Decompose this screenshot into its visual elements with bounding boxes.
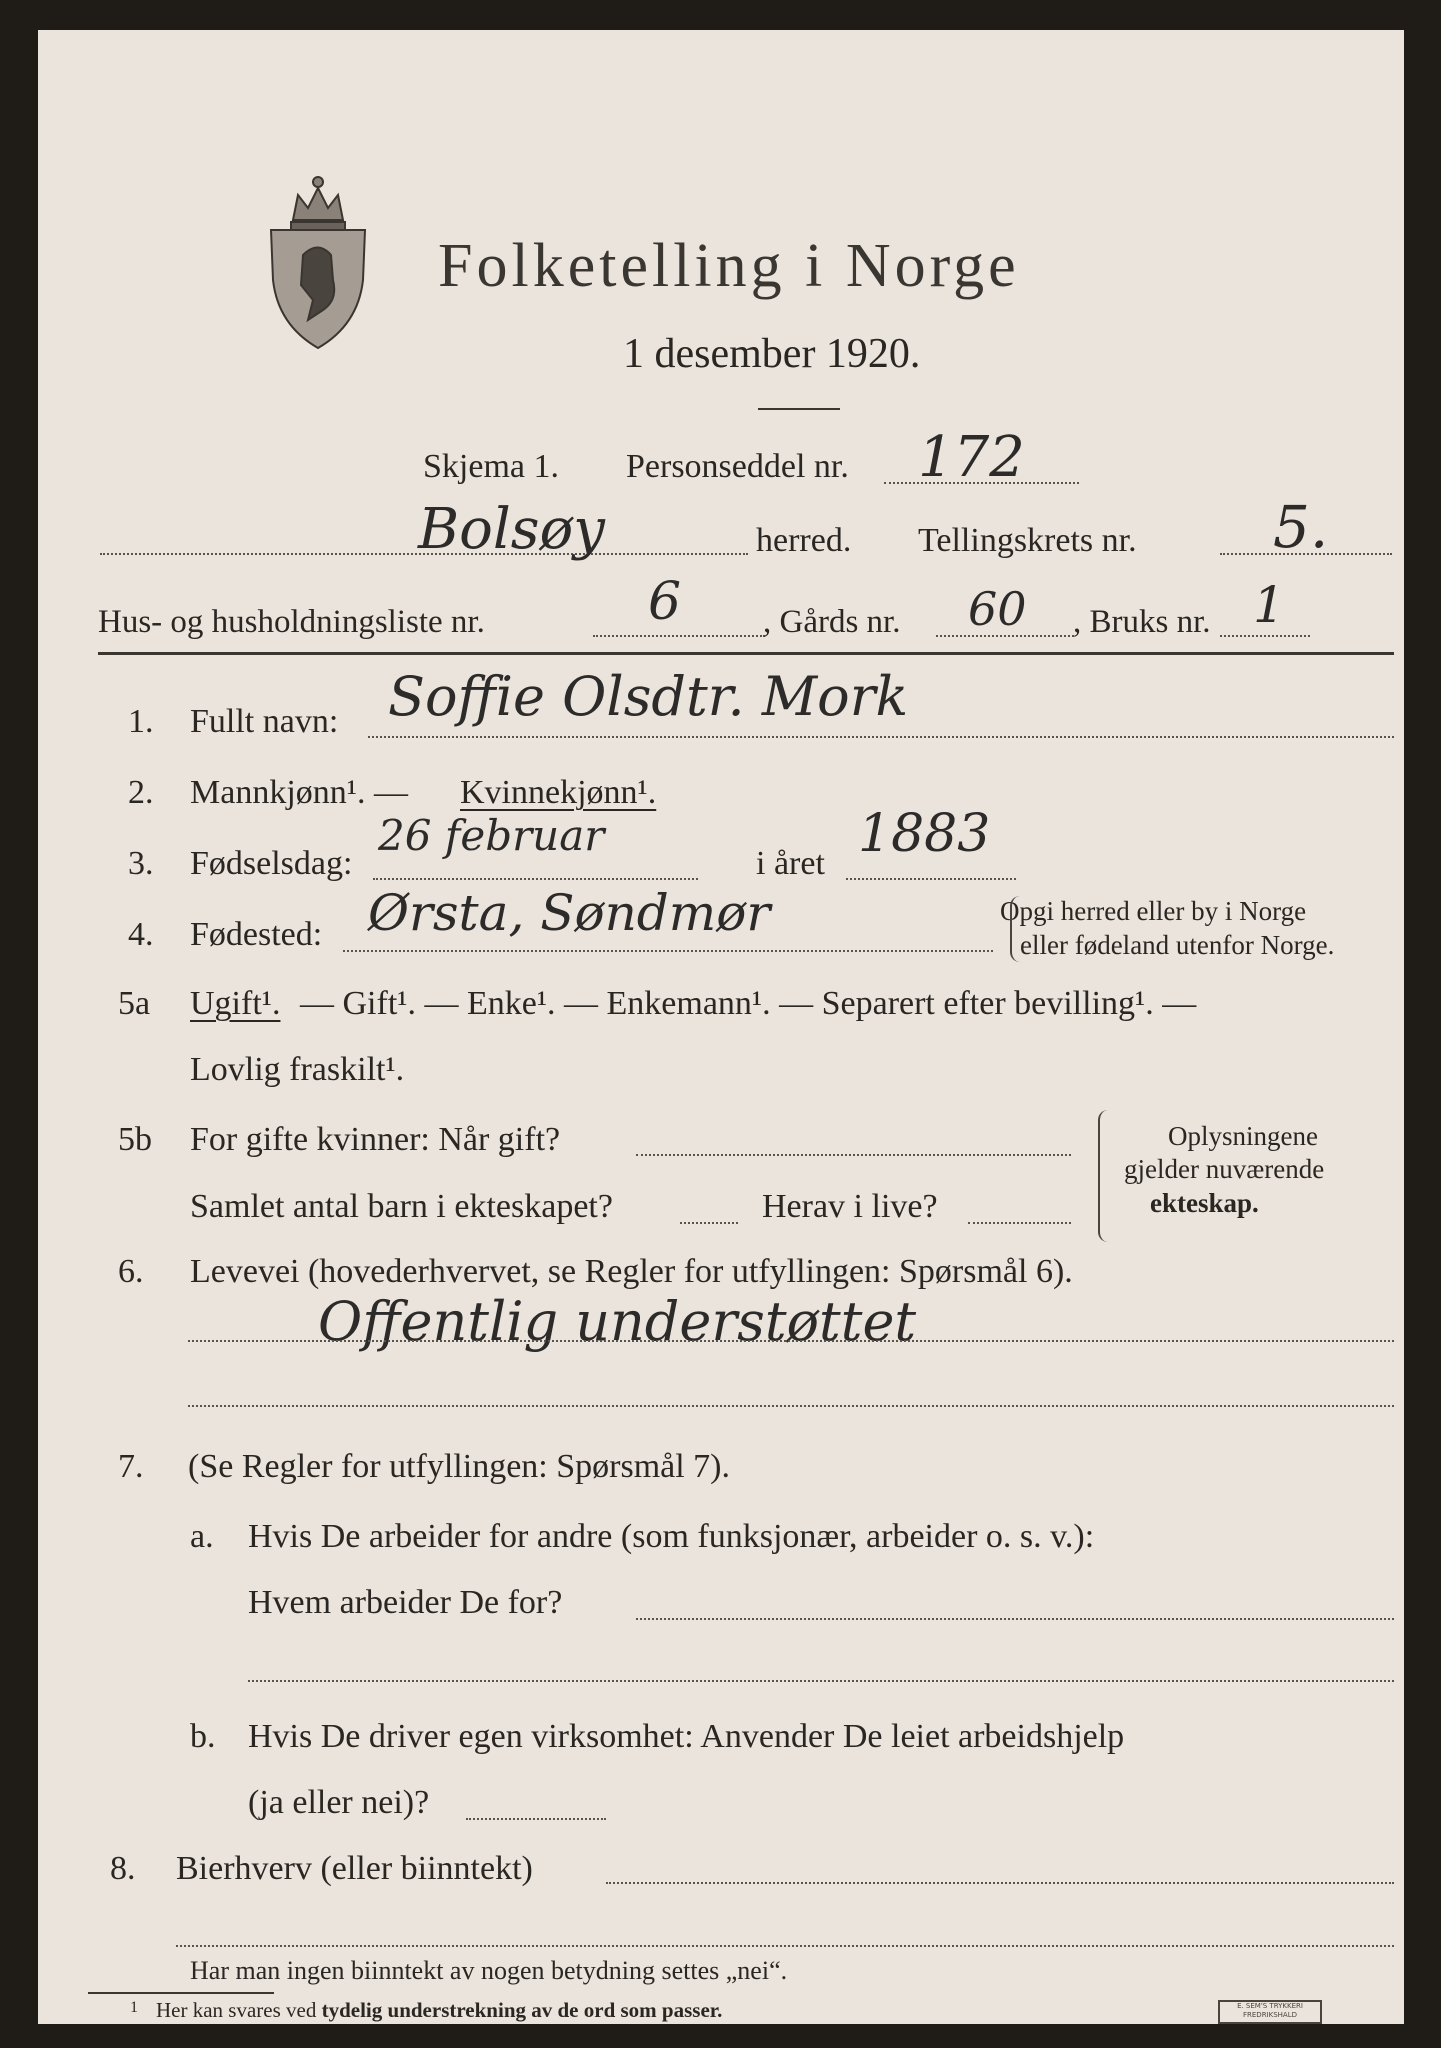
- hus-value: 6: [648, 572, 682, 632]
- footnote-text-bold: tydelig understrekning av de ord som passer.: [321, 1998, 723, 2022]
- q1-number: 1.: [128, 703, 154, 740]
- q8-label: Bierhverv (eller biinntekt): [176, 1850, 533, 1887]
- printer-stamp: [1218, 2000, 1322, 2024]
- q7b-line2: (ja eller nei)?: [248, 1784, 430, 1821]
- q3-year-label: i året: [756, 845, 825, 882]
- hus-label: Hus- og husholdningsliste nr.: [98, 604, 485, 640]
- gards-label: , Gårds nr.: [763, 604, 901, 640]
- printer-stamp-line1: E. SEM'S TRYKKERI: [1237, 2002, 1303, 2010]
- q3-label: Fødselsdag:: [190, 845, 353, 882]
- q4-note-line1: Opgi herred eller by i Norge: [1000, 896, 1307, 926]
- census-form: [38, 30, 1404, 2024]
- q4-line: [343, 950, 993, 952]
- q3-day-value: 26 februar: [378, 811, 605, 860]
- q5b-line1: For gifte kvinner: Når gift?: [190, 1121, 561, 1158]
- q2-mannkjonn: Mannkjønn¹. —: [190, 774, 408, 811]
- norwegian-coat-of-arms-icon: [263, 160, 373, 350]
- q7b-letter: b.: [190, 1718, 216, 1755]
- header-divider: [98, 652, 1394, 655]
- q5b-note-line3: ekteskap.: [1150, 1188, 1259, 1218]
- q4-value: Ørsta, Søndmør: [368, 884, 771, 942]
- q1-line: [368, 736, 1394, 738]
- q5a-number: 5a: [118, 985, 151, 1022]
- q5b-note-bracket: [1098, 1110, 1110, 1242]
- title-divider: [758, 408, 840, 410]
- herred-label: herred.: [756, 522, 852, 559]
- q8-number: 8.: [110, 1850, 136, 1887]
- q8-answer-line2: [176, 1945, 1394, 1947]
- q2-number: 2.: [128, 774, 154, 811]
- q7a-line1: Hvis De arbeider for andre (som funksjonær, arbeider o. s. v.):: [248, 1518, 1095, 1555]
- q5a-options: — Gift¹. — Enke¹. — Enkemann¹. — Separert efter bevilling¹. —: [300, 985, 1197, 1022]
- q6-value: Offentlig understøttet: [318, 1290, 917, 1353]
- q8-note: Har man ingen biinntekt av nogen betydning settes „nei“.: [190, 1956, 788, 1985]
- bruks-line: [1220, 635, 1310, 637]
- q7b-line1: Hvis De driver egen virksomhet: Anvender De leiet arbeidshjelp: [248, 1718, 1125, 1755]
- q7a-answer-line2: [248, 1680, 1394, 1682]
- skjema-label: Skjema 1.: [423, 448, 559, 485]
- q1-value: Soffie Olsdtr. Mork: [388, 665, 909, 728]
- q6-label: Levevei (hovederhvervet, se Regler for utfyllingen: Spørsmål 6).: [190, 1253, 1073, 1290]
- q5a-ugift: Ugift¹.: [190, 985, 281, 1022]
- q2-kvinnekjonn: Kvinnekjønn¹.: [460, 774, 657, 811]
- footnote-text-plain: Her kan svares ved: [156, 1998, 317, 2022]
- footnote-text: [156, 2000, 722, 2021]
- q5b-note-line1: Oplysningene: [1168, 1121, 1318, 1151]
- q7-number: 7.: [118, 1448, 144, 1485]
- q5b-live-line: [968, 1222, 1071, 1224]
- footnote-mark: 1: [130, 1999, 138, 2016]
- q3-year-line: [846, 878, 1016, 880]
- q5b-gift-line: [636, 1154, 1071, 1156]
- q4-note-bracket: [1010, 896, 1020, 962]
- herred-value: Bolsøy: [418, 497, 605, 562]
- form-title: Folketelling i Norge: [438, 232, 1020, 300]
- q5b-barn-label: Samlet antal barn i ekteskapet?: [190, 1188, 613, 1225]
- gards-value: 60: [968, 582, 1027, 636]
- q5b-live-label: Herav i live?: [762, 1188, 938, 1225]
- q6-line2: [188, 1405, 1394, 1407]
- q5b-note-line2: gjelder nuværende: [1124, 1154, 1325, 1184]
- printer-stamp-line2: FREDRIKSHALD: [1242, 2011, 1297, 2019]
- bruks-value: 1: [1253, 576, 1285, 634]
- q5b-barn-line: [680, 1222, 738, 1224]
- q1-label: Fullt navn:: [190, 703, 339, 740]
- q8-answer-line: [606, 1882, 1394, 1884]
- footnote-divider: [88, 1992, 274, 1994]
- q6-line1: [188, 1340, 1394, 1342]
- q7a-answer-line: [636, 1618, 1394, 1620]
- q4-note-line2: eller fødeland utenfor Norge.: [1020, 930, 1335, 960]
- q7a-line2: Hvem arbeider De for?: [248, 1584, 563, 1621]
- bruks-label: , Bruks nr.: [1073, 604, 1211, 640]
- personseddel-value: 172: [918, 425, 1025, 490]
- tellingskrets-value: 5.: [1273, 493, 1329, 561]
- q5b-number: 5b: [118, 1121, 152, 1158]
- q6-number: 6.: [118, 1253, 144, 1290]
- q3-day-line: [373, 878, 698, 880]
- hus-line: [593, 635, 765, 637]
- q3-year-value: 1883: [858, 804, 991, 864]
- tellingskrets-label: Tellingskrets nr.: [918, 522, 1137, 559]
- q7-label: (Se Regler for utfyllingen: Spørsmål 7).: [188, 1448, 731, 1485]
- q7b-answer-line: [466, 1818, 606, 1820]
- q3-number: 3.: [128, 845, 154, 882]
- q7a-letter: a.: [190, 1518, 214, 1555]
- q4-number: 4.: [128, 916, 154, 953]
- personseddel-label: Personseddel nr.: [626, 448, 849, 485]
- q5a-line2: Lovlig fraskilt¹.: [190, 1051, 405, 1088]
- census-date: 1 desember 1920.: [623, 331, 921, 377]
- q4-label: Fødested:: [190, 916, 323, 953]
